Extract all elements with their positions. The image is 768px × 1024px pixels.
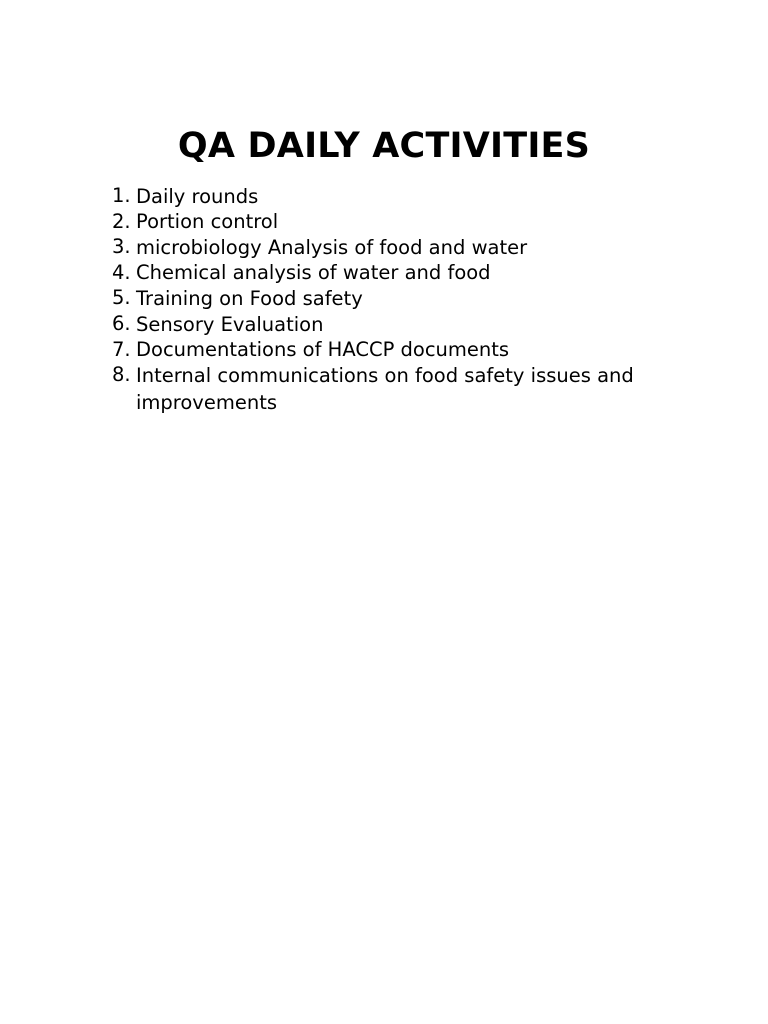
page-title: QA DAILY ACTIVITIES	[177, 126, 591, 166]
list-item-number: 1.	[112, 184, 131, 207]
list-item-number: 5.	[112, 286, 131, 310]
list-item	[112, 235, 672, 261]
list-item-text: microbiology Analysis of food and water	[136, 235, 528, 259]
list-item-text: Daily rounds	[136, 184, 259, 208]
list-item-number: 3.	[112, 235, 131, 259]
activity-list	[112, 184, 672, 416]
list-item	[112, 184, 672, 210]
list-item-number: 8.	[112, 363, 131, 387]
list-item	[112, 286, 672, 312]
list-item-text: Sensory Evaluation	[136, 312, 324, 336]
list-item-number: 6.	[112, 312, 131, 336]
list-item	[112, 261, 672, 287]
list-item	[112, 363, 672, 416]
list-item-number: 2.	[112, 209, 131, 233]
list-item-text: Chemical analysis of water and food	[136, 261, 491, 285]
list-item-number: 7.	[112, 337, 131, 361]
list-item	[112, 210, 672, 236]
list-item	[112, 338, 672, 364]
list-item-text: Portion control	[136, 210, 279, 234]
list-item-text: Training on Food safety	[136, 287, 363, 311]
list-item-text: Internal communications on food safety issues and improvements	[136, 363, 634, 414]
list-item	[112, 312, 672, 338]
list-item-text: Documentations of HACCP documents	[136, 338, 510, 362]
list-item-number: 4.	[112, 260, 131, 284]
